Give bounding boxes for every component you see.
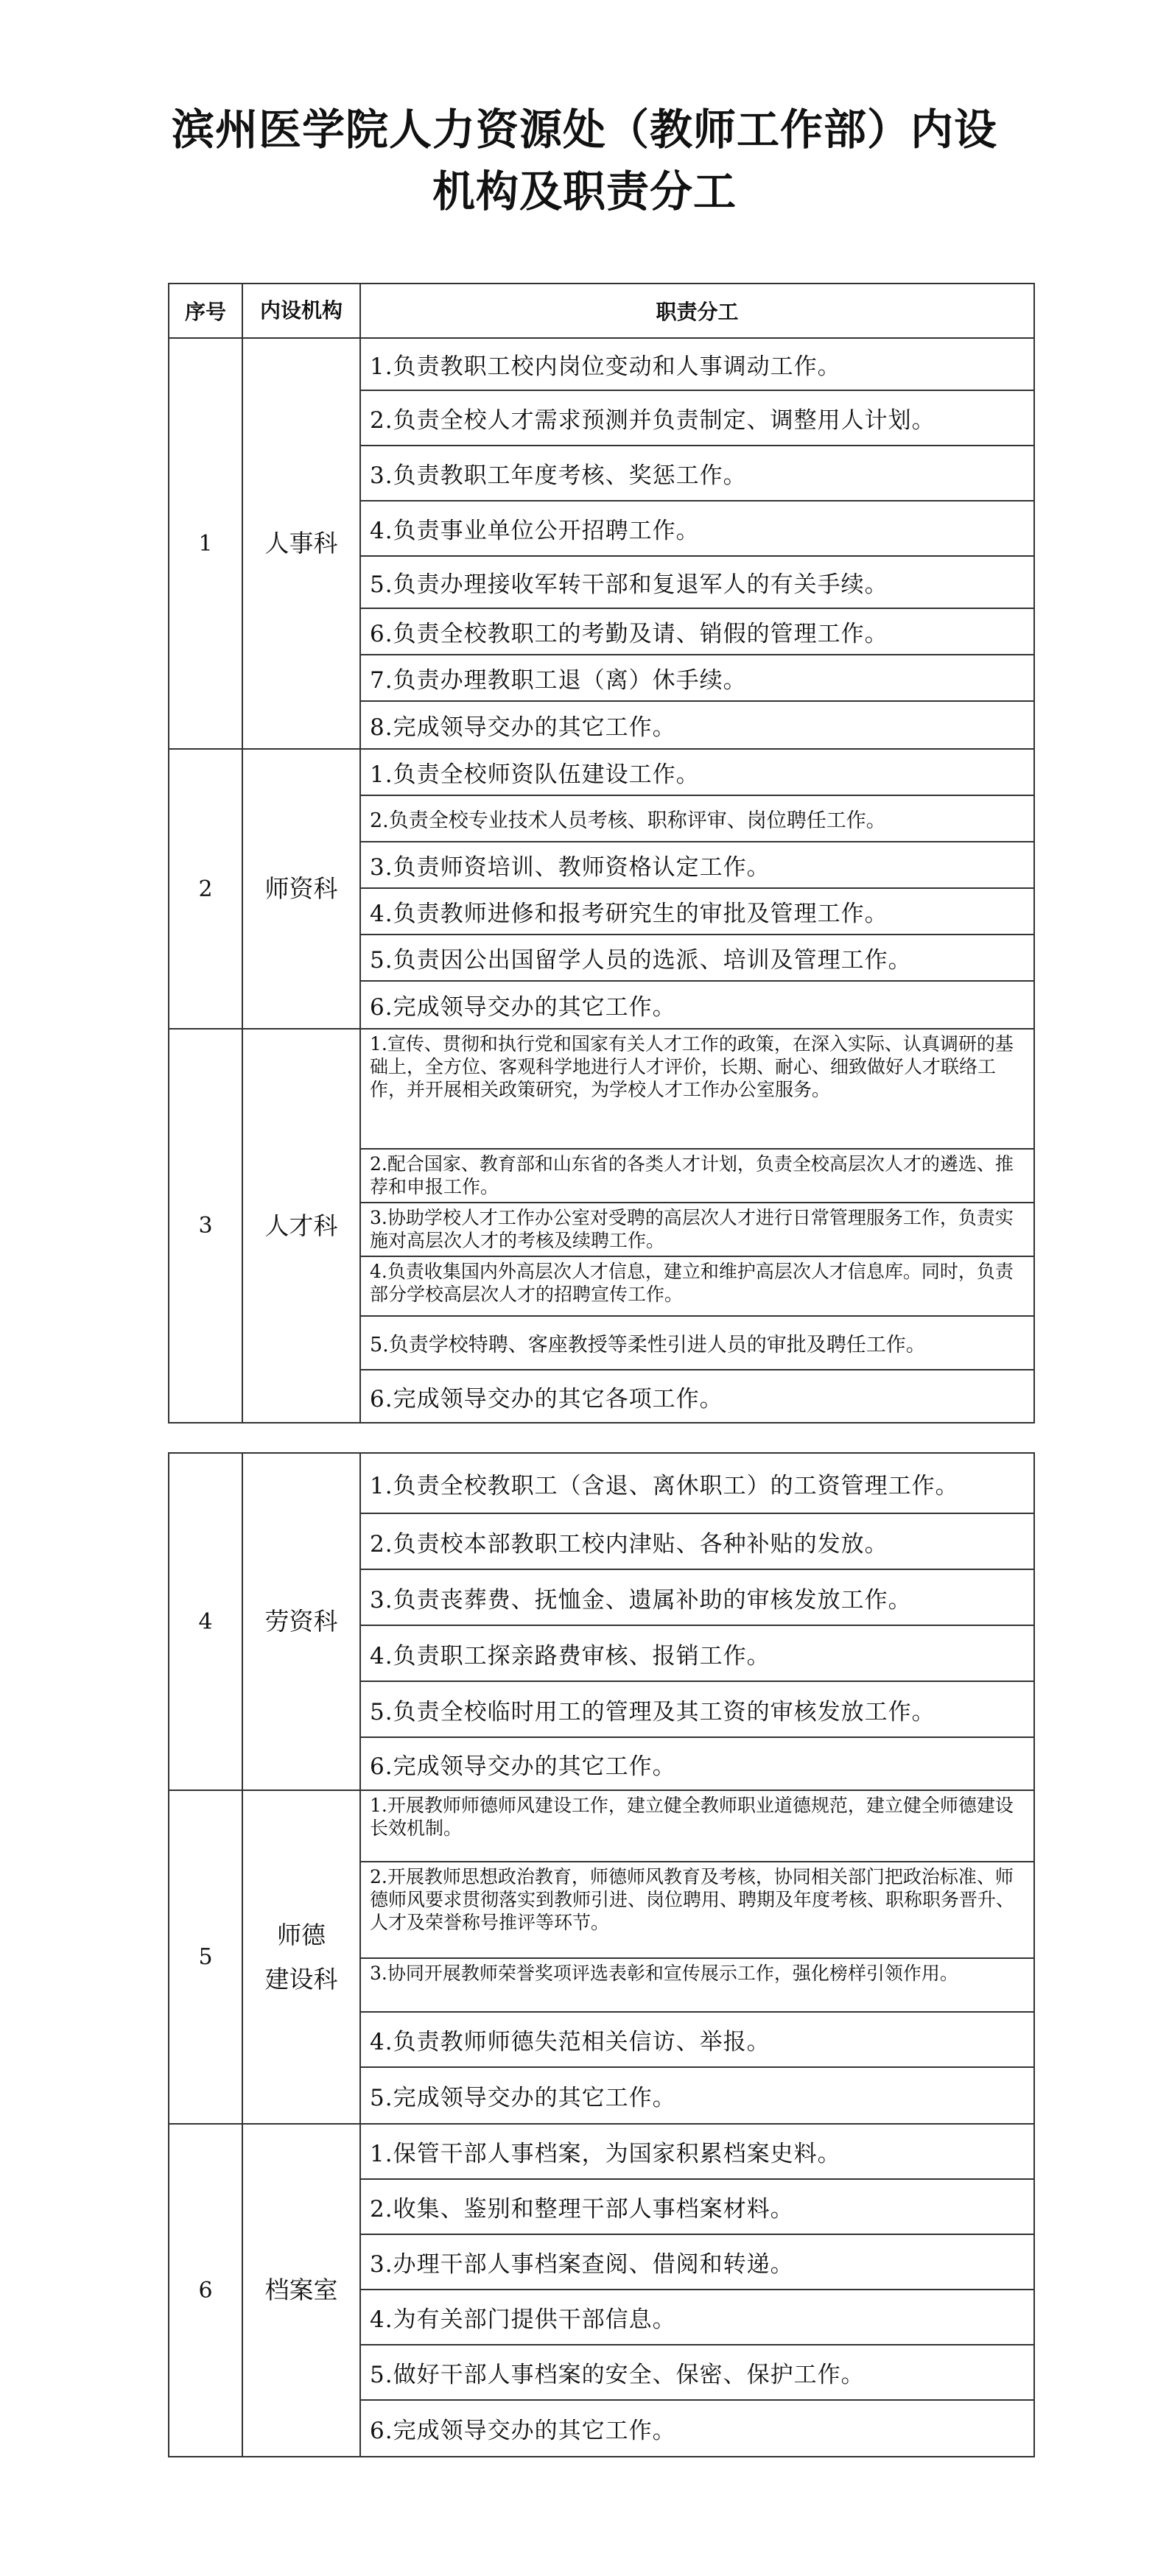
section-dept-name: 档案室 [243, 2125, 361, 2456]
section-no: 1 [169, 339, 243, 748]
duty-list [361, 339, 1033, 748]
section-no: 5 [169, 1791, 243, 2123]
duty-item: 6.完成领导交办的其它工作。 [370, 994, 676, 1021]
duty-list [361, 750, 1033, 1028]
duty-item: 4.负责收集国内外高层次人才信息，建立和维护高层次人才信息库。同时，负责部分学校高层次人才的招聘宣传工作。 [361, 1257, 1033, 1317]
duty-item: 4.负责职工探亲路费审核、报销工作。 [361, 1626, 1033, 1682]
duty-item: 5.负责学校特聘、客座教授等柔性引进人员的审批及聘任工作。 [361, 1317, 1033, 1370]
duty-item: 4.负责教师进修和报考研究生的审批及管理工作。 [361, 889, 1033, 935]
duty-list [361, 1030, 1033, 1422]
section-dept-name: 人才科 [243, 1030, 361, 1422]
duty-table-part2 [168, 1452, 1035, 2457]
duty-item: 4.为有关部门提供干部信息。 [361, 2290, 1033, 2346]
duty-item: 5.负责办理接收军转干部和复退军人的有关手续。 [361, 557, 1033, 609]
section-dept-name: 人事科 [243, 339, 361, 748]
section-faculty [169, 750, 1033, 1030]
duty-item: 5.完成领导交办的其它工作。 [370, 2085, 676, 2111]
section-payroll [169, 1454, 1033, 1791]
section-archives [169, 2125, 1033, 2456]
duty-item: 3.负责师资培训、教师资格认定工作。 [361, 842, 1033, 889]
duty-item: 2.负责全校专业技术人员考核、职称评审、岗位聘任工作。 [361, 796, 1033, 842]
section-no: 4 [169, 1454, 243, 1790]
duty-item: 3.负责教职工年度考核、奖惩工作。 [361, 446, 1033, 502]
section-dept-name-line1: 师德 [277, 1920, 326, 1949]
duty-item: 6.完成领导交办的其它工作。 [370, 1753, 676, 1780]
duty-item: 2.开展教师思想政治教育，师德师风教育及考核，协同相关部门把政治标准、师德师风要求贯彻落实到教师引进、岗位聘用、聘期及年度考核、职称职务晋升、人才及荣誉称号推评等环节。 [361, 1862, 1033, 1959]
duty-list [361, 2125, 1033, 2456]
duty-item: 4.负责事业单位公开招聘工作。 [361, 502, 1033, 557]
duty-item: 3.协同开展教师荣誉奖项评选表彰和宣传展示工作，强化榜样引领作用。 [361, 1959, 1033, 2013]
header-col-duty: 职责分工 [656, 300, 739, 324]
duty-item: 4.负责教师师德失范相关信访、举报。 [361, 2013, 1033, 2068]
page-title-line2: 机构及职责分工 [432, 166, 737, 217]
section-personnel [169, 339, 1033, 750]
duty-item: 6.完成领导交办的其它各项工作。 [370, 1385, 723, 1412]
duty-item: 1.宣传、贯彻和执行党和国家有关人才工作的政策，在深入实际、认真调研的基础上，全方位、客观科学地进行人才评价，长期、耐心、细致做好人才联络工作，并开展相关政策研究，为学校人才工作办公室服务。 [361, 1030, 1033, 1150]
section-no: 6 [169, 2125, 243, 2456]
duty-item: 3.协助学校人才工作办公室对受聘的高层次人才进行日常管理服务工作，负责实施对高层次人才的考核及续聘工作。 [361, 1203, 1033, 1257]
duty-item: 2.负责全校人才需求预测并负责制定、调整用人计划。 [361, 391, 1033, 446]
duty-item: 7.负责办理教职工退（离）休手续。 [361, 655, 1033, 702]
section-no: 2 [169, 750, 243, 1028]
duty-item: 1.负责教职工校内岗位变动和人事调动工作。 [361, 339, 1033, 391]
duty-item: 1.负责全校教职工（含退、离休职工）的工资管理工作。 [361, 1454, 1033, 1514]
duty-item: 8.完成领导交办的其它工作。 [370, 714, 676, 741]
section-no: 3 [169, 1030, 243, 1422]
section-dept-name-line2: 建设科 [264, 1964, 338, 1993]
duty-item: 3.负责丧葬费、抚恤金、遗属补助的审核发放工作。 [361, 1570, 1033, 1626]
table-header-row [169, 284, 1033, 339]
section-dept-name [243, 1791, 361, 2123]
duty-item: 1.保管干部人事档案，为国家积累档案史料。 [361, 2125, 1033, 2180]
duty-item: 5.负责因公出国留学人员的选派、培训及管理工作。 [361, 935, 1033, 982]
duty-item: 5.做好干部人事档案的安全、保密、保护工作。 [361, 2346, 1033, 2401]
duty-table-part1 [168, 283, 1035, 1424]
duty-item: 5.负责全校临时用工的管理及其工资的审核发放工作。 [361, 1682, 1033, 1738]
duty-list [361, 1791, 1033, 2123]
header-col-dept: 内设机构 [243, 284, 361, 337]
duty-item: 3.办理干部人事档案查阅、借阅和转递。 [361, 2235, 1033, 2290]
section-talent [169, 1030, 1033, 1422]
page-title-line1: 滨州医学院人力资源处（教师工作部）内设 [171, 105, 997, 155]
duty-list [361, 1454, 1033, 1790]
duty-item: 2.配合国家、教育部和山东省的各类人才计划，负责全校高层次人才的遴选、推荐和申报工作。 [361, 1150, 1033, 1203]
duty-item: 2.收集、鉴别和整理干部人事档案材料。 [361, 2180, 1033, 2235]
header-col-no: 序号 [169, 284, 243, 337]
duty-item: 1.开展教师师德师风建设工作，建立健全教师职业道德规范，建立健全师德建设长效机制。 [361, 1791, 1033, 1862]
section-dept-name: 劳资科 [243, 1454, 361, 1790]
duty-item: 6.完成领导交办的其它工作。 [370, 2418, 676, 2444]
duty-item: 6.负责全校教职工的考勤及请、销假的管理工作。 [361, 609, 1033, 655]
duty-item: 1.负责全校师资队伍建设工作。 [361, 750, 1033, 796]
duty-item: 2.负责校本部教职工校内津贴、各种补贴的发放。 [361, 1514, 1033, 1570]
section-ethics [169, 1791, 1033, 2125]
section-dept-name: 师资科 [243, 750, 361, 1028]
